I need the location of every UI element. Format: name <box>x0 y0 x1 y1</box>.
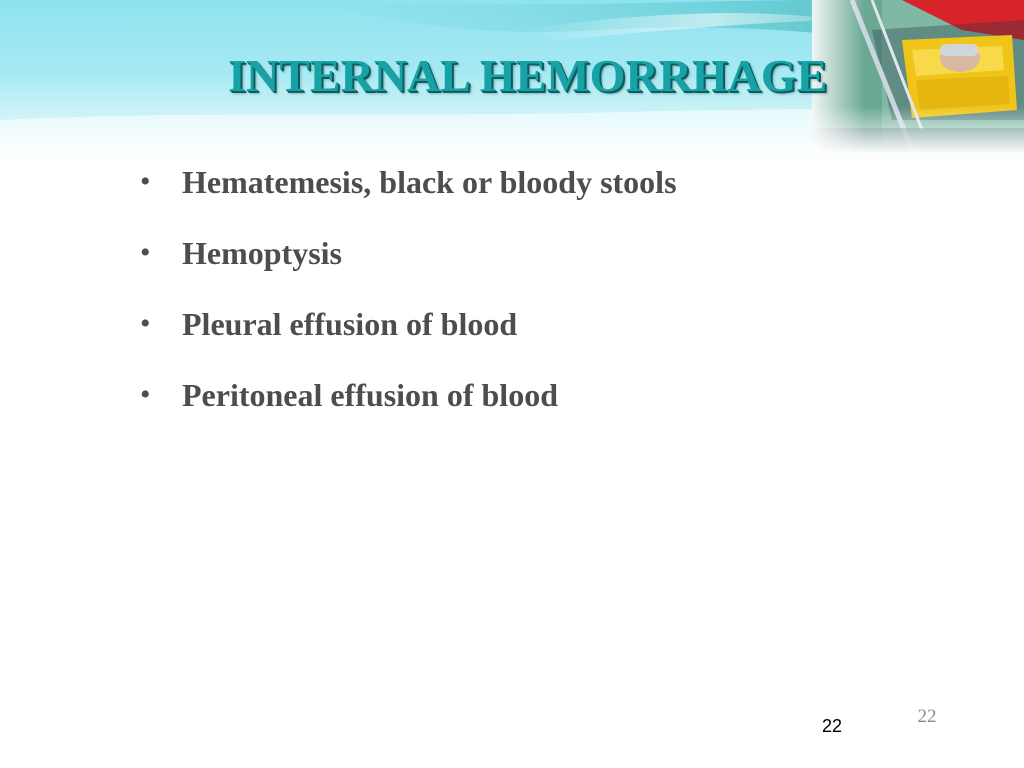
bullet-list <box>140 158 677 442</box>
slide-number: 22 <box>917 706 937 727</box>
bullet-dot-icon: • <box>140 307 151 340</box>
bullet-text: Hematemesis, black or bloody stools <box>182 164 677 200</box>
bullet-dot-icon: • <box>140 165 151 198</box>
bullet-text: Pleural effusion of blood <box>182 306 518 342</box>
bullet-dot-icon: • <box>140 378 151 411</box>
stretcher-patient-photo-icon <box>812 0 1024 152</box>
list-item <box>140 158 677 229</box>
list-item <box>140 371 677 442</box>
bullet-dot-icon: • <box>140 236 151 269</box>
slide-title: INTERNAL HEMORRHAGE <box>228 50 828 101</box>
list-item <box>140 300 677 371</box>
bullet-text: Peritoneal effusion of blood <box>182 377 558 413</box>
footer-page-number: 22 <box>821 716 843 736</box>
list-item <box>140 229 677 300</box>
bullet-text: Hemoptysis <box>182 235 342 271</box>
